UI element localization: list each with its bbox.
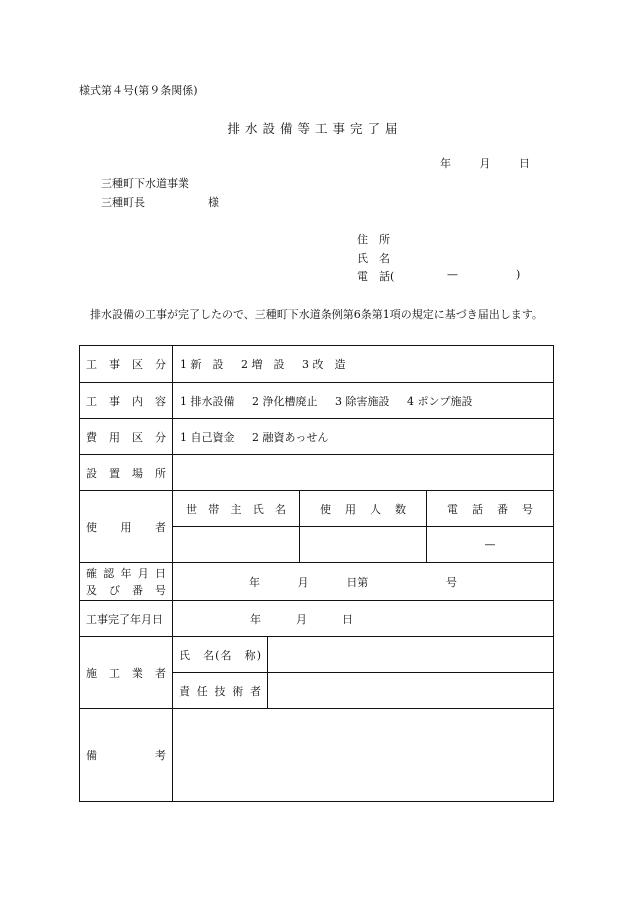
cost-category-option: 1 自己資金 <box>180 430 235 444</box>
completion-date-label: 工事完了年月日 <box>86 612 163 626</box>
phone-number-header: 電話番号 <box>447 502 533 516</box>
row-remarks <box>80 709 554 802</box>
addressee-line2: 三種町長 <box>101 196 145 209</box>
cost-category-option: 2 融資あっせん <box>252 430 329 444</box>
row-completion-date <box>80 601 554 637</box>
applicant-name-label: 氏 名 <box>357 252 390 265</box>
row-cost-category <box>80 419 554 455</box>
remarks-value[interactable] <box>173 709 554 802</box>
user-label: 使用者 <box>86 520 166 534</box>
completion-year-label: 年 <box>250 612 261 626</box>
applicant-address-label: 住 所 <box>357 233 390 246</box>
work-category-option: 3 改 造 <box>302 358 346 371</box>
user-count-value[interactable] <box>300 527 427 563</box>
row-work-content <box>80 383 554 419</box>
completion-form-table <box>79 345 554 802</box>
contractor-label: 施工業者 <box>86 666 166 680</box>
confirmation-month-label: 月 <box>297 575 309 589</box>
location-label: 設置場所 <box>86 466 166 480</box>
work-content-options <box>173 383 554 419</box>
responsible-engineer-value[interactable] <box>268 673 554 709</box>
completion-month-label: 月 <box>296 612 307 626</box>
addressee-line1: 三種町下水道事業 <box>101 177 189 190</box>
householder-name-value[interactable] <box>173 527 300 563</box>
date-year-label: 年 <box>440 157 451 170</box>
work-content-option: 1 排水設備 <box>180 394 235 408</box>
confirmation-label-line1: 確認年月日 <box>86 566 166 580</box>
phone-number-value[interactable]: — <box>427 527 554 563</box>
confirmation-day-number-label: 日第 <box>346 575 369 589</box>
applicant-phone-dash: — <box>447 268 458 281</box>
row-contractor-name <box>80 637 554 673</box>
work-content-option: 4 ポンプ施設 <box>407 394 473 408</box>
row-confirmation <box>80 563 554 601</box>
cost-category-label: 費用区分 <box>86 430 166 444</box>
work-content-option: 3 除害施設 <box>335 394 390 408</box>
submission-date <box>440 155 530 171</box>
completion-day-label: 日 <box>342 612 353 626</box>
confirmation-year-label: 年 <box>249 575 260 589</box>
statement-text: 排水設備の工事が完了したので、三種町下水道条例第6条第1項の規定に基づき届出します。 <box>90 308 543 321</box>
row-user-headers <box>80 491 554 527</box>
contractor-name-value[interactable] <box>268 637 554 673</box>
applicant-phone-close: ) <box>516 268 521 281</box>
date-month-label: 月 <box>479 157 491 170</box>
location-value[interactable] <box>173 455 554 491</box>
applicant-phone-label: 電 話( <box>357 270 395 283</box>
date-day-label: 日 <box>519 157 530 170</box>
work-category-options <box>173 346 554 383</box>
confirmation-number-label: 号 <box>445 575 457 589</box>
remarks-label: 備考 <box>86 749 166 762</box>
user-count-header: 使用人数 <box>320 502 406 516</box>
work-content-option: 2 浄化槽廃止 <box>252 394 318 408</box>
householder-name-header: 世帯主氏名 <box>186 502 286 516</box>
contractor-name-label: 氏 名(名 称) <box>179 648 261 662</box>
form-number: 様式第４号(第９条関係) <box>79 84 198 97</box>
work-content-label: 工事内容 <box>86 394 166 408</box>
confirmation-date-number <box>173 574 553 590</box>
addressee-honorific: 様 <box>208 196 219 209</box>
work-category-option: 1 新 設 <box>180 358 224 371</box>
row-location <box>80 455 554 491</box>
row-work-category <box>80 346 554 383</box>
work-category-label: 工事区分 <box>86 358 166 371</box>
completion-date <box>173 611 553 627</box>
document-title: 排水設備等工事完了届 <box>227 121 403 136</box>
confirmation-label-line2: 及び番号 <box>86 583 166 597</box>
responsible-engineer-label: 責任技術者 <box>179 684 261 698</box>
work-category-option: 2 増 設 <box>241 358 285 371</box>
cost-category-options <box>173 419 554 455</box>
